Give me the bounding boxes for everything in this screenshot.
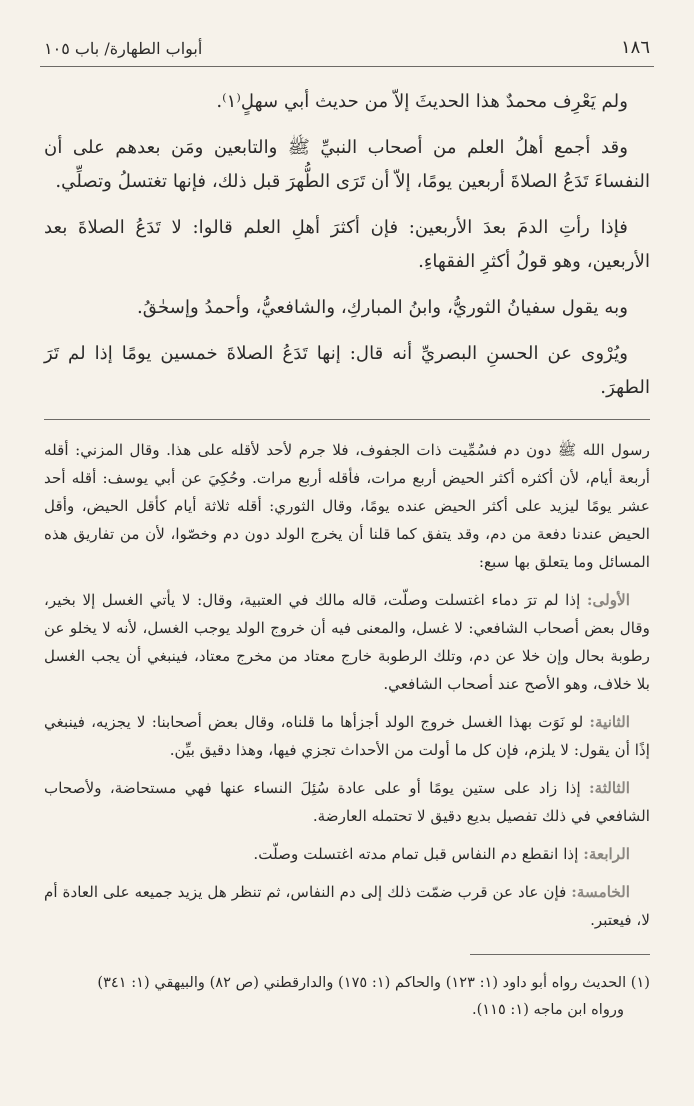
commentary-item-second — [44, 708, 650, 764]
item-label: الثانية: — [589, 713, 630, 731]
footnote-line: ورواه ابن ماجه (١: ١١٥). — [471, 1001, 624, 1018]
item-text: إذا زاد على ستين يومًا أو على عادة سُئِلَ النساء عنها فهي مستحاضة، ولأصحاب الشافعي في ذلك تفصيل بديع دقيق لا تحتمله العارضة. — [44, 779, 650, 825]
commentary-intro: رسول الله ﷺ دون دم فسُمِّيت ذات الجفوف، فلا جرم لأحد لأقله على هذا. وقال المزني: أقله أربعة أيام، لأن أكثره أكثر الحيض أربع مرات، فأقله أربع مرات. وحُكِيَ عن أبي يوسف: أقله أحد عشر يومًا ليزيد على أكثر الحيض عنده يومًا، وقال الثوري: أقله ثلاثة أيام كأقل الحيض، وأقل الحيض عندنا دفعة من دم، وقد يتفق كما قلنا أن يخرج الولد دون دم وخصّوا، لأن من تفاريق هذه المسائل وما يتعلق بها سبع: — [44, 441, 650, 571]
commentary-section — [40, 436, 654, 934]
commentary-item-fifth — [44, 878, 650, 934]
commentary-item-third — [44, 774, 650, 830]
item-text: فإن عاد عن قرب ضمّت ذلك إلى دم النفاس، ثم تنظر هل يزيد جميعه على العادة أم لا، فيعتبر. — [44, 883, 650, 929]
page-header — [40, 32, 654, 67]
item-text: إذا لم ترَ دماء اغتسلت وصلّت، قاله مالك في العتبية، وقال: لا يأتي الغسل إلا بخير، وقال بعض أصحاب الشافعي: لا غسل، والمعنى فيه أن خروج الولد يوجب الغسل، لأنه لا يخلو عن رطوبة بحال وإن خلا عن دم، وتلك الرطوبة خارج معتاد من مخرج معتاد، فينبغي أن يجب الغسل بلا خلاف، وهو الأصح عند أصحاب الشافعي. — [44, 591, 650, 693]
section-divider — [44, 419, 650, 420]
page-number: ١٨٦ — [620, 37, 650, 58]
main-paragraph: ولم يَعْرِف محمدٌ هذا الحديثَ إلاّ من حديث أبي سهلٍ⁽١⁾. — [216, 91, 628, 112]
commentary-item-first — [44, 586, 650, 698]
main-paragraph: ويُرْوى عن الحسنِ البصريِّ أنه قال: إنها تَدَعُ الصلاةَ خمسين يومًا إذا لم تَرَ الطهرَ. — [44, 343, 650, 398]
item-label: الرابعة: — [583, 845, 630, 863]
item-label: الثالثة: — [588, 779, 630, 797]
main-text — [40, 85, 654, 405]
item-label: الخامسة: — [571, 883, 630, 901]
footnote-rule — [470, 954, 650, 955]
main-paragraph: فإذا رأتِ الدمَ بعدَ الأربعين: فإن أكثرَ أهلِ العلم قالوا: لا تَدَعُ الصلاةَ بعد الأربعين، وهو قولُ أكثرِ الفقهاءِ. — [44, 217, 650, 272]
item-label: الأولى: — [586, 591, 630, 609]
main-paragraph: وقد أجمع أهلُ العلم من أصحاب النبيِّ ﷺ والتابعين ومَن بعدهم على أن النفساءَ تَدَعُ الصلاةَ أربعين يومًا، إلاّ أن تَرَى الطُّهرَ قبل ذلك، فإنها تغتسلُ وتصلِّي. — [44, 137, 650, 192]
main-paragraph: وبه يقول سفيانُ الثوريُّ، وابنُ المباركِ، والشافعيُّ، وأحمدُ وإسحٰقُ. — [137, 297, 628, 318]
item-text: إذا انقطع دم النفاس قبل تمام مدته اغتسلت وصلّت. — [253, 845, 584, 863]
footnotes — [40, 969, 654, 1023]
item-text: لو نَوَت بهذا الغسل خروج الولد أجزأها ما قلناه، وقال بعض أصحابنا: لا يجزيه، فينبغي إذًا أن يقول: لا يلزم، فإن كل ما أولت من الأحداث تجزي فيها، وهذا دقيق بيِّن. — [44, 713, 650, 759]
running-title: أبواب الطهارة/ باب ١٠٥ — [44, 39, 203, 58]
footnote-line: (١) الحديث رواه أبو داود (١: ١٢٣) والحاكم (١: ١٧٥) والدارقطني (ص ٨٢) والبيهقي (١: ٣٤١) — [97, 974, 650, 991]
commentary-item-fourth — [44, 840, 650, 868]
